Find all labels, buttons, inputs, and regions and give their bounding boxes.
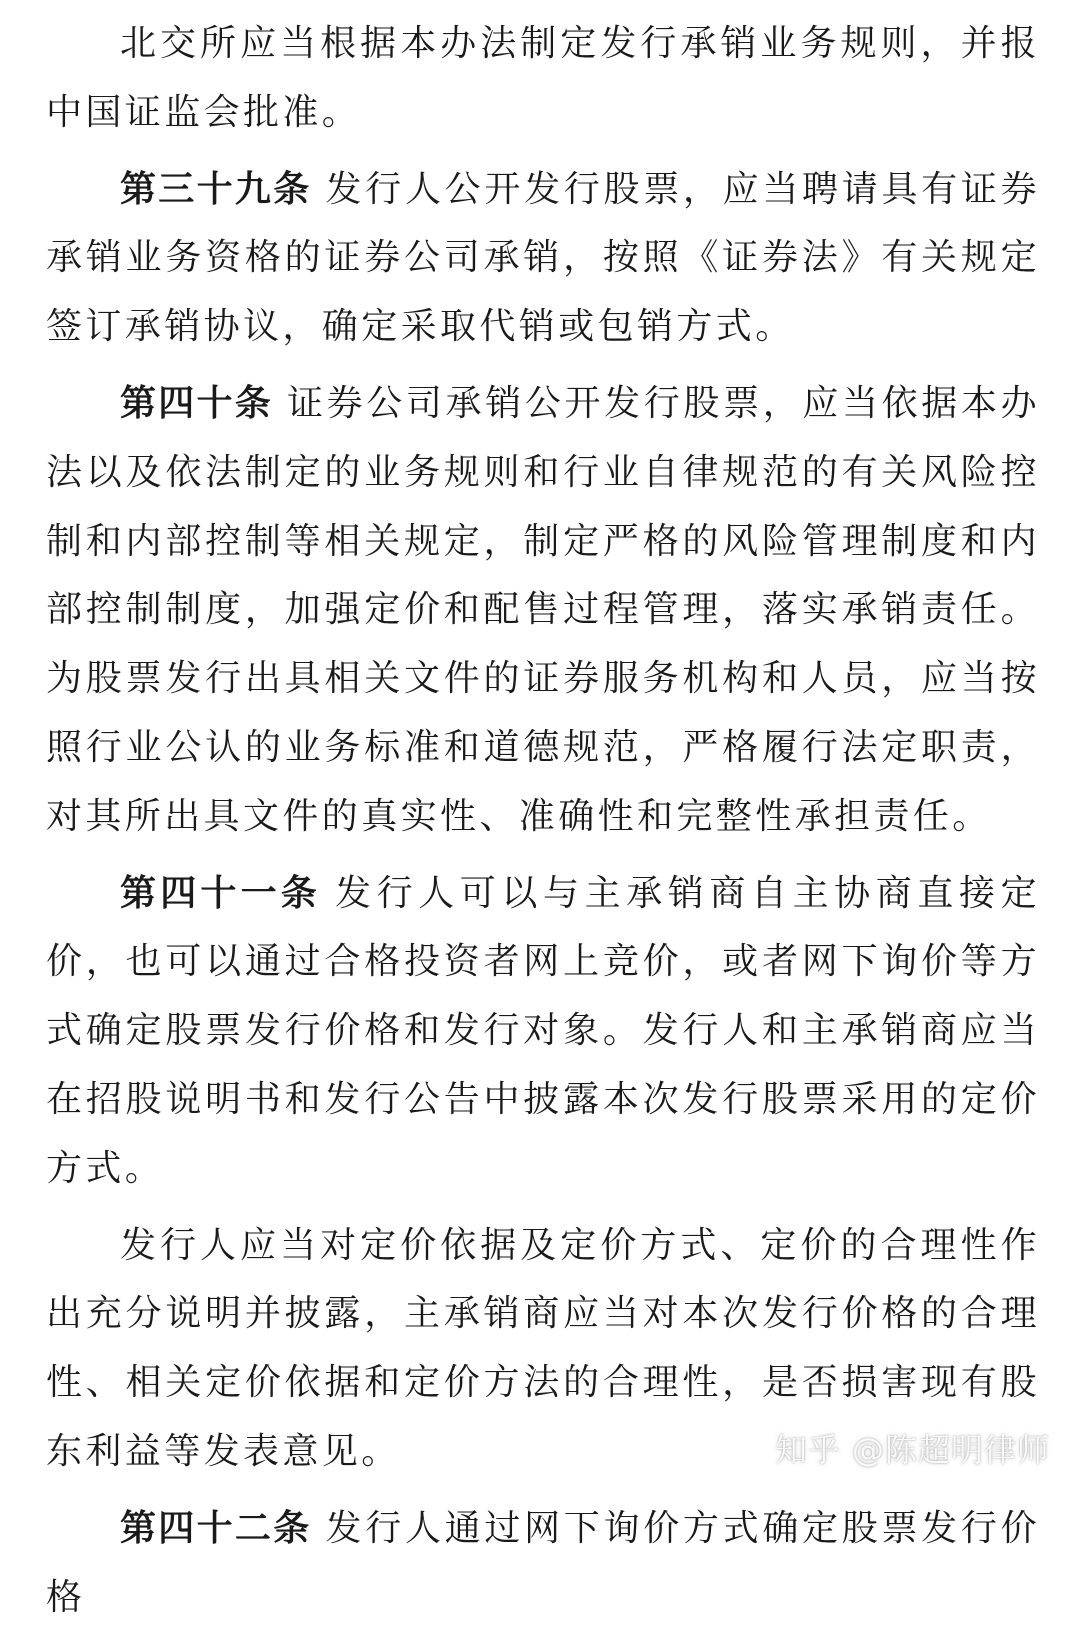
paragraph-0 — [46, 10, 1040, 148]
paragraph-article-40 — [46, 370, 1040, 852]
paragraph-article-39 — [46, 156, 1040, 362]
paragraph-article-41 — [46, 860, 1040, 1204]
paragraph-text: 发行人应当对定价依据及定价方式、定价的合理性作出充分说明并披露，主承销商应当对本次发行价格的合理性、相关定价依据和定价方法的合理性，是否损害现有股东利益等发表意见。 — [46, 1224, 1040, 1472]
article-number: 第四十二条 — [120, 1507, 312, 1549]
paragraph-article-42 — [46, 1495, 1040, 1632]
paragraph-text: 发行人公开发行股票，应当聘请具有证券承销业务资格的证券公司承销，按照《证券法》有关规定签订承销协议，确定采取代销或包销方式。 — [46, 168, 1040, 348]
paragraph-text: 北交所应当根据本办法制定发行承销业务规则，并报中国证监会批准。 — [46, 23, 1040, 133]
article-number: 第四十一条 — [120, 872, 321, 914]
paragraph-text: 发行人通过网下询价方式确定股票发行价格 — [46, 1507, 1040, 1618]
paragraph-text: 证券公司承销公开发行股票，应当依据本办法以及依法制定的业务规则和行业自律规范的有关风险控制和内部控制等相关规定，制定严格的风险管理制度和内部控制制度，加强定价和配售过程管理，落实承销责任。为股票发行出具相关文件的证券服务机构和人员，应当按照行业公认的业务标准和道德规范，严格履行法定职责，对其所出具文件的真实性、准确性和完整性承担责任。 — [46, 382, 1040, 837]
article-number: 第三十九条 — [120, 168, 312, 210]
zhihu-watermark: 知乎 @陈超明律师 — [774, 1431, 1050, 1469]
paragraph-text: 发行人可以与主承销商自主协商直接定价，也可以通过合格投资者网上竞价，或者网下询价等方式确定股票发行价格和发行对象。发行人和主承销商应当在招股说明书和发行公告中披露本次发行股票采用的定价方式。 — [46, 872, 1040, 1189]
article-number: 第四十条 — [120, 382, 273, 424]
